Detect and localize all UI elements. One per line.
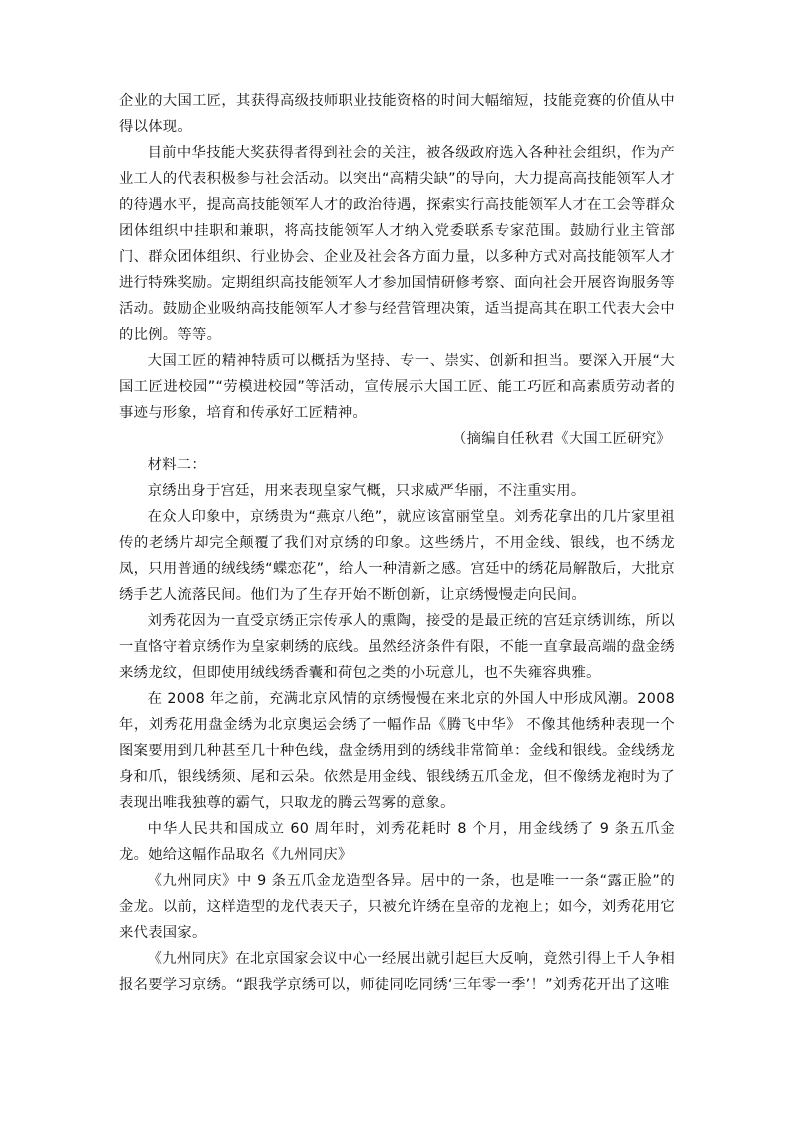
- paragraph-jingxiu-origin: 京绣出身于宫廷，用来表现皇家气概，只求威严华丽，不注重实用。: [147, 483, 586, 499]
- paragraph-craftsman-spirit: 大国工匠的精神特质可以概括为坚持、专一、崇实、创新和担当。要深入开展“大国工匠进校园”“劳模进校园”等活动，宣传展示大国工匠、能工巧匠和高素质劳动者的事迹与形象，培育和传承好工匠精神。: [119, 353, 675, 421]
- source-citation: （摘编自任秋君《大国工匠研究》: [452, 431, 671, 447]
- material-two-heading: 材料二：: [147, 457, 206, 473]
- paragraph-liu-xiuhua-training: 刘秀花因为一直受京绣正宗传承人的熏陶，接受的是最正统的宫廷京绣训练，所以一直恪守着京绣作为皇家刺绣的底线。虽然经济条件有限，不能一直拿最高端的盘金绣来绣龙纹，但即使用绒线绣香囊和荷包之类的小玩意儿，也不失雍容典雅。: [119, 613, 675, 681]
- paragraph-jingxiu-impression: 在众人印象中，京绣贵为“燕京八绝”，就应该富丽堂皇。刘秀花拿出的几片家里祖传的老绣片却完全颠覆了我们对京绣的印象。这些绣片，不用金线、银线，也不绣龙凤，只用普通的绒线绣“蝶恋花”，给人一种清新之感。宫廷中的绣花局解散后，大批京绣手艺人流落民间。他们为了生存开始不断创新，让京绣慢慢走向民间。: [119, 509, 675, 603]
- paragraph-exhibition-response: 《九州同庆》在北京国家会议中心一经展出就引起巨大反响，竟然引得上千人争相报名要学习京绣。“跟我学京绣可以，师徒同吃同绣‘三年零一季’！”刘秀花开出了这唯: [119, 951, 675, 993]
- paragraph-olympics-work: 在 2008 年之前，充满北京风情的京绣慢慢在来北京的外国人中形成风潮。2008 年，刘秀花用盘金绣为北京奥运会绣了一幅作品《腾飞中华》 不像其他绣种表现一个图案要用到几种甚至几十种色线，盘金绣用到的绣线非常简单：金线和银线。金线绣龙身和爪，银线绣须、尾和云朵。依然是用金线、银线绣五爪金龙，但不像绣龙袍时为了表现出唯我独尊的霸气，只取龙的腾云驾雾的意象。: [119, 691, 675, 811]
- paragraph-skill-competition: 企业的大国工匠，其获得高级技师职业技能资格的时间大幅缩短，技能竞赛的价值从中得以体现。: [119, 93, 675, 135]
- paragraph-60th-anniversary: 中华人民共和国成立 60 周年时，刘秀花耗时 8 个月，用金线绣了 9 条五爪金龙。她给这幅作品取名《九州同庆》: [119, 821, 675, 863]
- document-page: [119, 88, 675, 998]
- paragraph-nine-dragons: 《九州同庆》中 9 条五爪金龙造型各异。居中的一条，也是唯一一条“露正脸”的金龙。以前，这样造型的龙代表天子，只被允许绣在皇帝的龙袍上；如今，刘秀花用它来代表国家。: [119, 873, 675, 941]
- paragraph-award-winners: 目前中华技能大奖获得者得到社会的关注，被各级政府选入各种社会组织，作为产业工人的代表积极参与社会活动。以突出“高精尖缺”的导向，大力提高高技能领军人才的待遇水平，提高高技能领军人才的政治待遇，探索实行高技能领军人才在工会等群众团体组织中挂职和兼职，将高技能领军人才纳入党委联系专家范围。鼓励行业主管部门、群众团体组织、行业协会、企业及社会各方面力量，以多种方式对高技能领军人才进行特殊奖励。定期组织高技能领军人才参加国情研修考察、面向社会开展咨询服务等活动。鼓励企业吸纳高技能领军人才参与经营管理决策，适当提高其在职工代表大会中的比例。等等。: [119, 145, 675, 343]
